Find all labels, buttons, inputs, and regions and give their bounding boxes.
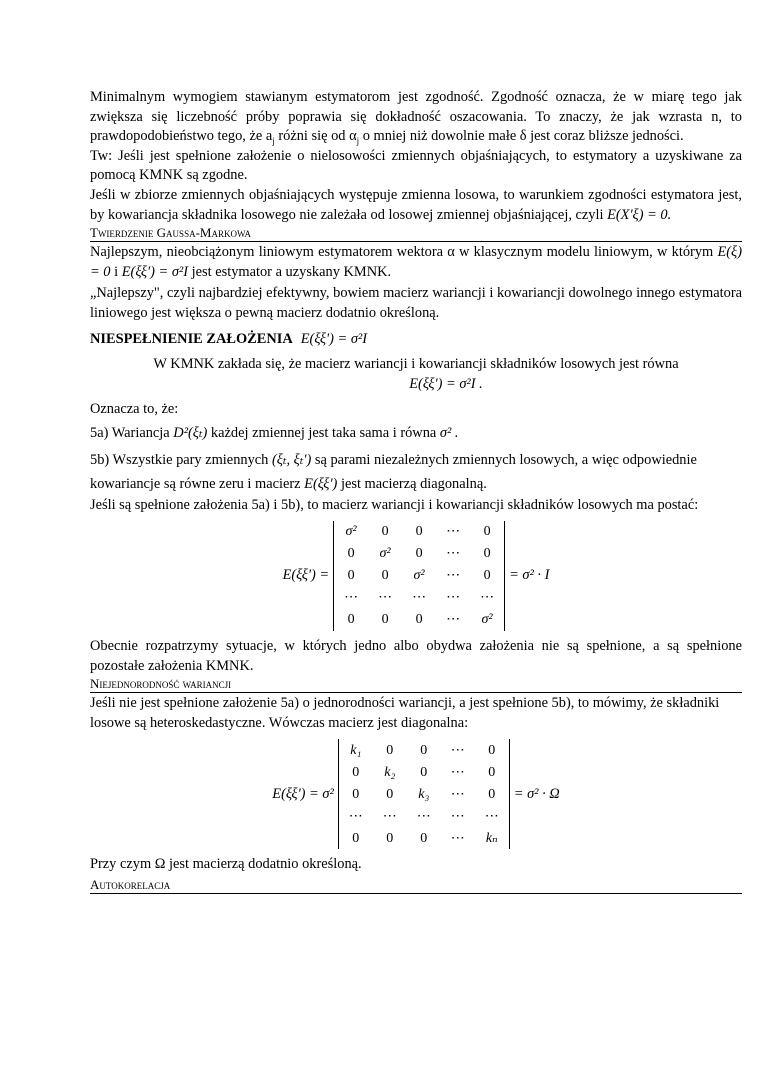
paragraph-now: Obecnie rozpatrzymy sytuacje, w których jedno albo obydwa założenia nie są spełnione, a są spełnione pozostałe założenia KMNK. [90, 638, 742, 674]
matrix-cell: 0 [483, 524, 491, 540]
paragraph-means: Oznacza to, że: [90, 401, 179, 418]
matrix-cell: 0 [488, 764, 496, 780]
text: 5b) Wszystkie pary zmiennych [90, 451, 269, 468]
matrix-2 [338, 739, 510, 849]
matrix-row [338, 761, 509, 783]
matrix-rhs: = σ² · Ω [513, 785, 560, 802]
matrix-cell: 0 [420, 742, 428, 758]
matrix-cell: ⋯ [450, 764, 465, 780]
formula: E(ξξ') [304, 475, 338, 492]
matrix-cell: ⋯ [446, 568, 461, 584]
matrix-cell: ⋯ [378, 590, 393, 606]
matrix-row [338, 827, 509, 849]
text: Minimalnym wymogiem stawianym estymatorom jest zgodność. Zgodność oznacza, że w miarę tego jak zwiększa się liczebność próby poprawia się dokładność oszacowania. To znaczy, że jak wzrasta n, to prawdopodobieństwo tego, że a [90, 89, 742, 145]
matrix-cell: 0 [488, 742, 496, 758]
matrix-cell: kₙ [485, 830, 498, 846]
matrix-cell: k₁ [350, 742, 362, 758]
matrix-cell: k₂ [384, 764, 396, 780]
subscript: j [356, 136, 360, 147]
paragraph-omega: Przy czym Ω jest macierzą dodatnio określoną. [90, 856, 362, 873]
formula: σ² . [439, 424, 459, 441]
section-title-violation [90, 330, 742, 350]
matrix-cell: ⋯ [344, 590, 359, 606]
text: każdej zmiennej jest taka sama i równa [210, 424, 437, 441]
section-title-gauss-markov: Twierdzenie Gaussa-Markowa [90, 225, 742, 242]
paragraph-best: „Najlepszy", czyli najbardziej efektywny, bowiem macierz wariancji i kowariancji dowolnego innego estymatora liniowego jest większa o pewną macierz dodatnio określoną. [90, 285, 742, 321]
section-title-autocorrelation: Autokorelacja [90, 877, 742, 894]
matrix-row [338, 783, 509, 805]
matrix-cell: ⋯ [446, 524, 461, 540]
formula: E(ξξ') = σ²I [300, 330, 368, 347]
matrix-cell: 0 [415, 546, 423, 562]
matrix-cell: ⋯ [412, 590, 427, 606]
text: o mniej niż dowolnie małe δ jest coraz bliższe jedności. [359, 128, 684, 145]
matrix-cell: 0 [352, 786, 360, 802]
matrix-cell: σ² [345, 524, 357, 540]
paragraph-5b [90, 448, 742, 496]
paragraph-heteroskedastic: Jeśli nie jest spełnione założenie 5a) o jednorodności wariancji, a jest spełnione 5b), to mówimy, że składniki losowe są heteroskedastyczne. Wówczas macierz jest diagonalna: [90, 695, 720, 731]
matrix-row [338, 739, 509, 761]
matrix-cell: 0 [488, 786, 496, 802]
matrix-cell: σ² [379, 546, 391, 562]
matrix-cell: 0 [347, 568, 355, 584]
matrix-cell: ⋯ [450, 830, 465, 846]
document-page [90, 88, 742, 895]
matrix-cell: 0 [381, 524, 389, 540]
matrix-cell: ⋯ [446, 590, 461, 606]
text: i [114, 263, 119, 280]
formula: (ξₜ, ξₜ') [271, 451, 312, 468]
matrix-cell: 0 [352, 830, 360, 846]
formula: E(ξ) = 0 [90, 244, 742, 280]
matrix-row [338, 805, 509, 827]
formula: D²(ξₜ) [173, 424, 208, 441]
matrix-cell: σ² [413, 568, 425, 584]
matrix-cell: 0 [347, 612, 355, 628]
matrix-cell: ⋯ [446, 612, 461, 628]
matrix-cell: ⋯ [484, 808, 499, 824]
matrix-cell: ⋯ [450, 742, 465, 758]
text: różni się od α [274, 128, 357, 145]
paragraph-conditions: Jeśli są spełnione założenia 5a) i 5b), to macierz wariancji i kowariancji składników losowych ma postać: [90, 496, 699, 513]
text: są parami niezależnych zmiennych losowych, a więc odpowiednie kowariancje są równe zeru i macierz [90, 451, 697, 492]
matrix-rhs: = σ² · I [509, 567, 550, 584]
text: Jeśli w zbiorze zmiennych objaśniających występuje zmienna losowa, to warunkiem zgodności estymatora jest, by kowariancja składnika losowego nie zależała od losowej zmiennej objaśniającej, czyli [90, 186, 742, 223]
paragraph-theorem: Tw: Jeśli jest spełnione założenie o nielosowości zmiennych objaśniających, to estymatory a uzyskiwane za pomocą KMNK są zgodne. [90, 147, 742, 184]
matrix-cell: σ² [481, 612, 493, 628]
heading-text: NIESPEŁNIENIE ZAŁOŻENIA [90, 330, 293, 347]
matrix-cell: 0 [420, 830, 428, 846]
matrix-cell: ⋯ [446, 546, 461, 562]
paragraph-assumption: W KMNK zakłada się, że macierz wariancji i kowariancji składników losowych jest równa [153, 356, 679, 373]
paragraph-5a [90, 424, 742, 444]
matrix-block-1 [90, 521, 742, 631]
matrix-1 [333, 521, 505, 631]
matrix-cell: ⋯ [450, 786, 465, 802]
formula: E(ξξ') = σ²I [121, 263, 189, 280]
matrix-cell: 0 [415, 524, 423, 540]
matrix-cell: k₃ [418, 786, 430, 802]
paragraph-consistency [90, 88, 742, 147]
matrix-cell: 0 [386, 830, 394, 846]
formula-centered: E(ξξ') = σ²I . [409, 375, 483, 392]
matrix-row [334, 609, 505, 631]
matrix-cell: ⋯ [348, 808, 363, 824]
matrix-cell: 0 [381, 568, 389, 584]
matrix-cell: 0 [347, 546, 355, 562]
paragraph-blue [90, 243, 742, 282]
matrix-cell: 0 [420, 764, 428, 780]
text: jest macierzą diagonalną. [340, 475, 487, 492]
matrix-cell: 0 [483, 546, 491, 562]
matrix-cell: 0 [386, 786, 394, 802]
matrix-cell: 0 [381, 612, 389, 628]
section-title-heteroskedasticity: Niejednorodność wariancji [90, 676, 742, 693]
text: jest estymator a uzyskany KMNK. [191, 263, 392, 280]
matrix-cell: ⋯ [480, 590, 495, 606]
matrix-block-2 [90, 739, 742, 849]
text: 5a) Wariancja [90, 424, 170, 441]
matrix-row [334, 543, 505, 565]
matrix-cell: ⋯ [382, 808, 397, 824]
matrix-row [334, 565, 505, 587]
matrix-cell: 0 [386, 742, 394, 758]
matrix-lhs: E(ξξ') = σ² [272, 785, 334, 802]
paragraph-random-variable [90, 186, 742, 225]
matrix-cell: ⋯ [416, 808, 431, 824]
formula: E(X'ξ) = 0. [607, 206, 672, 223]
matrix-lhs: E(ξξ') = [282, 567, 330, 584]
subscript: j [272, 136, 275, 147]
matrix-cell: 0 [483, 568, 491, 584]
matrix-cell: 0 [415, 612, 423, 628]
matrix-cell: ⋯ [450, 808, 465, 824]
matrix-cell: 0 [352, 764, 360, 780]
text: Najlepszym, nieobciążonym liniowym estymatorem wektora α w klasycznym modelu liniowym, w którym [90, 244, 714, 261]
matrix-row [334, 587, 505, 609]
matrix-row [334, 521, 505, 543]
